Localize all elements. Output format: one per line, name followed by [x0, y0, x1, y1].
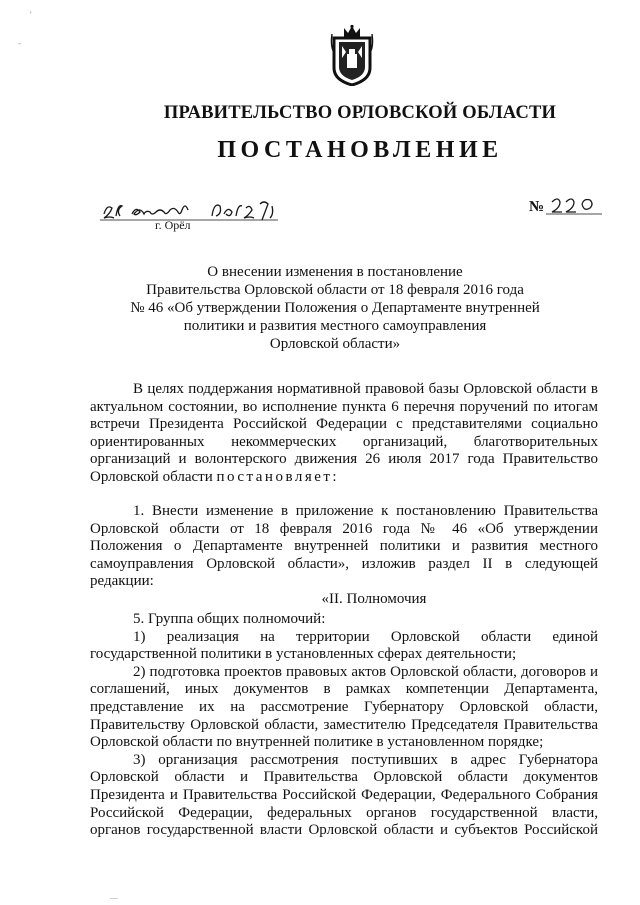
- title-line: политики и развития местного самоуправления: [183, 318, 487, 334]
- orel-region-coat-of-arms-icon: [330, 24, 374, 86]
- group-5-heading: 5. Группа общих полномочий:: [133, 611, 326, 627]
- government-name: ПРАВИТЕЛЬСТВО ОРЛОВСКОЙ ОБЛАСТИ: [163, 103, 557, 123]
- scan-mark: ': [30, 10, 32, 20]
- city: г. Орёл: [155, 218, 191, 232]
- preamble-paragraph: [90, 381, 598, 487]
- title-line: Правительства Орловской области от 18 февраля 2016 года: [146, 282, 524, 298]
- item-1-paragraph: 1. Внести изменение в приложение к постановлению Правительства Орловской области от 18 февраля 2016 года № 46 «Об утверждении Положения о Департаменте внутренней политики и развития местного самоуправления Орловской области», изложив раздел II в следующей редакции:: [90, 503, 598, 590]
- title-line: № 46 «Об утверждении Положения о Департаменте внутренней: [130, 300, 540, 316]
- preamble-block: [90, 381, 598, 487]
- item-1-block: [90, 503, 598, 609]
- sub-item-3: 3) организация рассмотрения поступивших в адрес Губернатора Орловской области и Правительства Орловской области документов Президента и Правительства Российской Федерации, Федерального Собрания Российской Федерации, федеральных органов государственной власти, органов государственной власти Орловской области и субъектов Российской: [90, 751, 598, 839]
- handwritten-number: [546, 194, 602, 220]
- scan-mark: -: [18, 38, 21, 48]
- title-line: Орловской области»: [269, 336, 401, 352]
- title-line: О внесении изменения в постановление: [207, 264, 463, 280]
- decree-word: постановляет:: [216, 468, 340, 485]
- scan-mark: —: [110, 893, 118, 902]
- group-5-block: [90, 611, 598, 840]
- preamble-text: В целях поддержания нормативной правовой базы Орловской области в актуальном состоянии, во исполнение пункта 6 перечня поручений по итогам встречи Президента Российской Федерации с представителями социально ориентированных некоммерческих организаций, благотворительных организаций и волонтерского движения 26 июля 2017 года Правительство Орловской области: [90, 381, 598, 485]
- sub-item-2: 2) подготовка проектов правовых актов Орловской области, договоров и соглашений, иных документов в рамках компетенции Департамента, представление их на рассмотрение Губернатору Орловской области, Правительству Орловской области, заместителю Председателя Правительства Орловской области по внутренней политике в установленном порядке;: [90, 663, 598, 751]
- document-type: ПОСТАНОВЛЕНИЕ: [217, 137, 503, 163]
- section-heading: «II. Полномочия: [321, 590, 427, 607]
- number-label: №: [529, 199, 545, 215]
- document-title: [110, 263, 560, 353]
- sub-item-1: 1) реализация на территории Орловской области единой государственной политики в установленных сферах деятельности;: [90, 628, 598, 663]
